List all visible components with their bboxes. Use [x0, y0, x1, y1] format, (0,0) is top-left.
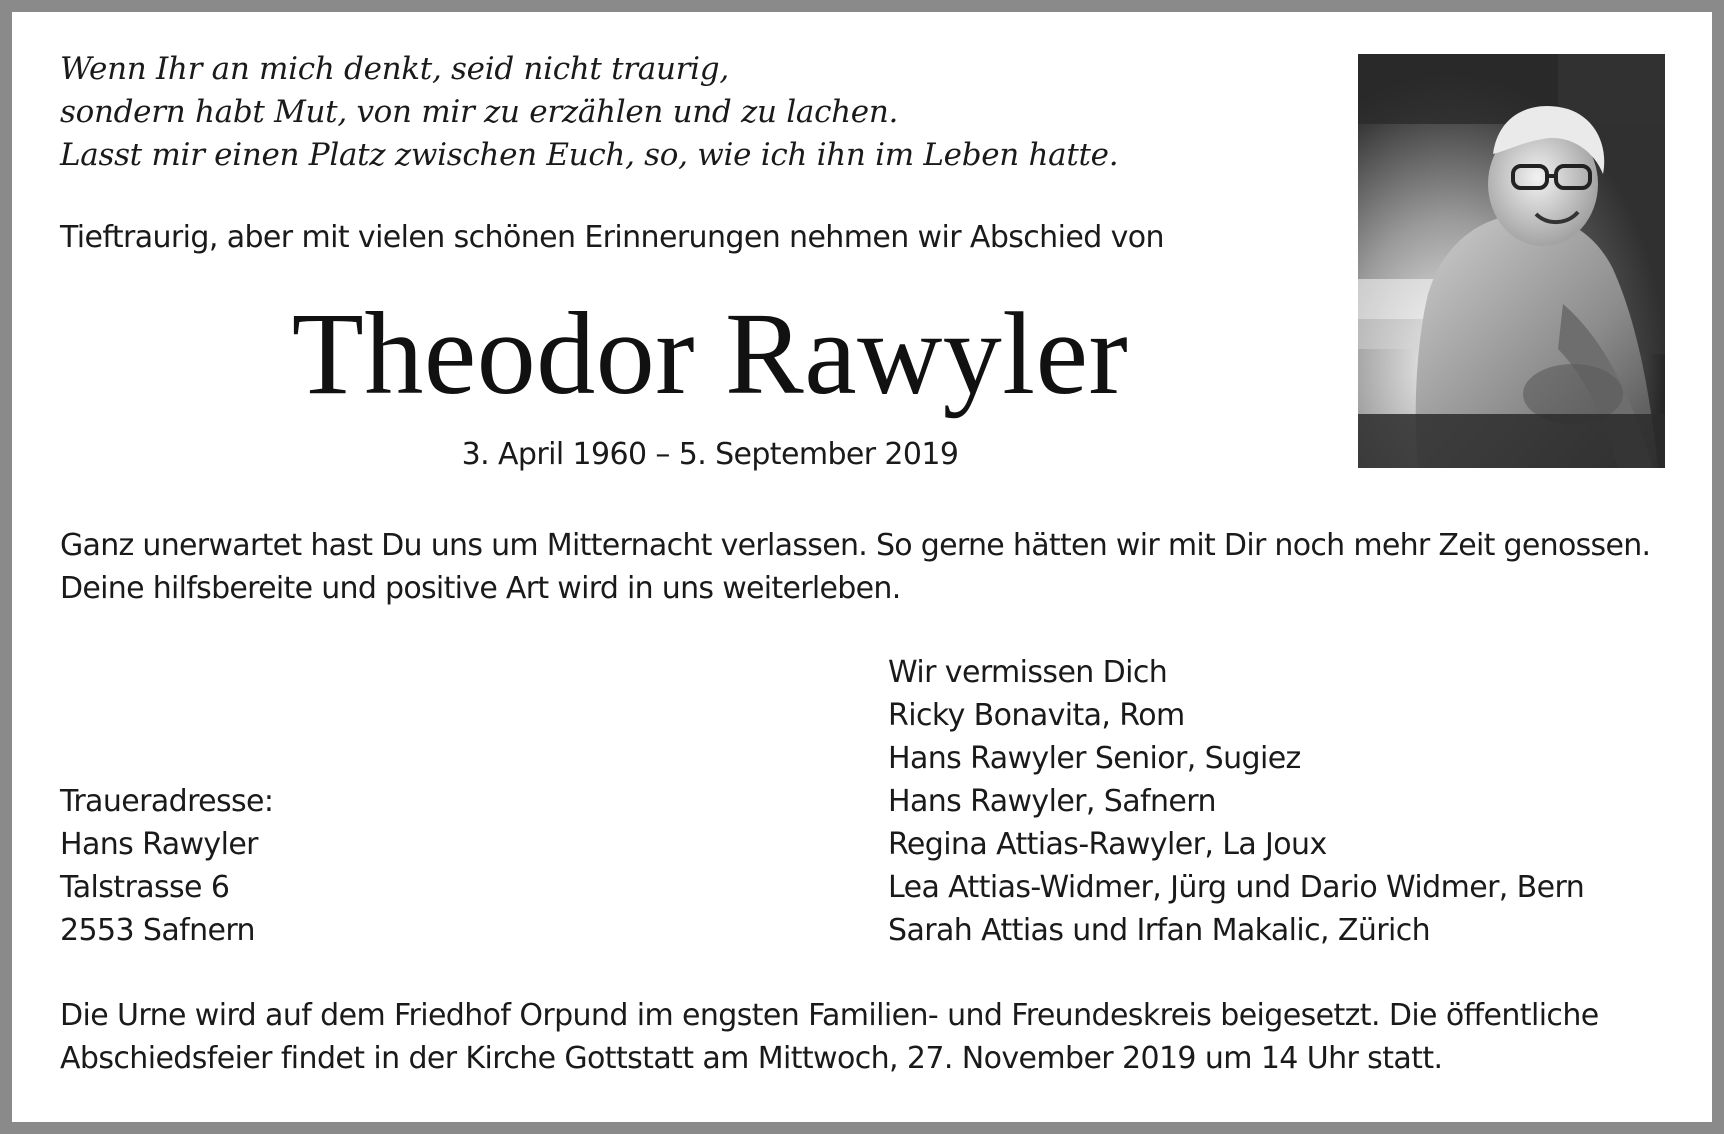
poem-line: Wenn Ihr an mich denkt, seid nicht traurig, [60, 51, 729, 87]
funeral-notice-line: Die Urne wird auf dem Friedhof Orpund im engsten Familien- und Freundeskreis beigesetzt. Die öffentliche [60, 998, 1599, 1033]
message-line: Ganz unerwartet hast Du uns um Mitternacht verlassen. So gerne hätten wir mit Dir noch mehr Zeit genossen. [60, 528, 1651, 563]
address-line: 2553 Safnern [60, 913, 255, 948]
mourner: Hans Rawyler, Safnern [888, 784, 1216, 819]
poem [60, 48, 1118, 177]
mourners-heading: Wir vermissen Dich [888, 655, 1168, 690]
message [60, 524, 1650, 610]
mourner: Regina Attias-Rawyler, La Joux [888, 827, 1327, 862]
deceased-name: Theodor Rawyler [291, 288, 1129, 419]
message-line: Deine hilfsbereite und positive Art wird in uns weiterleben. [60, 571, 901, 606]
address-line: Talstrasse 6 [60, 870, 230, 905]
mourner: Ricky Bonavita, Rom [888, 698, 1185, 733]
poem-line: sondern habt Mut, von mir zu erzählen und zu lachen. [60, 94, 899, 130]
portrait-photo [1358, 54, 1665, 468]
mourning-address [60, 780, 273, 952]
mourner: Hans Rawyler Senior, Sugiez [888, 741, 1301, 776]
address-line: Hans Rawyler [60, 827, 258, 862]
life-dates: 3. April 1960 – 5. September 2019 [461, 437, 959, 472]
funeral-notice-line: Abschiedsfeier findet in der Kirche Gottstatt am Mittwoch, 27. November 2019 um 14 Uhr statt. [60, 1041, 1443, 1076]
mourner: Sarah Attias und Irfan Makalic, Zürich [888, 913, 1431, 948]
mourners-list [888, 651, 1584, 952]
poem-line: Lasst mir einen Platz zwischen Euch, so, wie ich ihn im Leben hatte. [60, 137, 1119, 173]
intro-text: Tieftraurig, aber mit vielen schönen Erinnerungen nehmen wir Abschied von [60, 220, 1164, 255]
address-label: Traueradresse: [60, 784, 274, 819]
mourner: Lea Attias-Widmer, Jürg und Dario Widmer, Bern [888, 870, 1585, 905]
portrait-image [1358, 54, 1665, 468]
funeral-notice [60, 994, 1599, 1080]
